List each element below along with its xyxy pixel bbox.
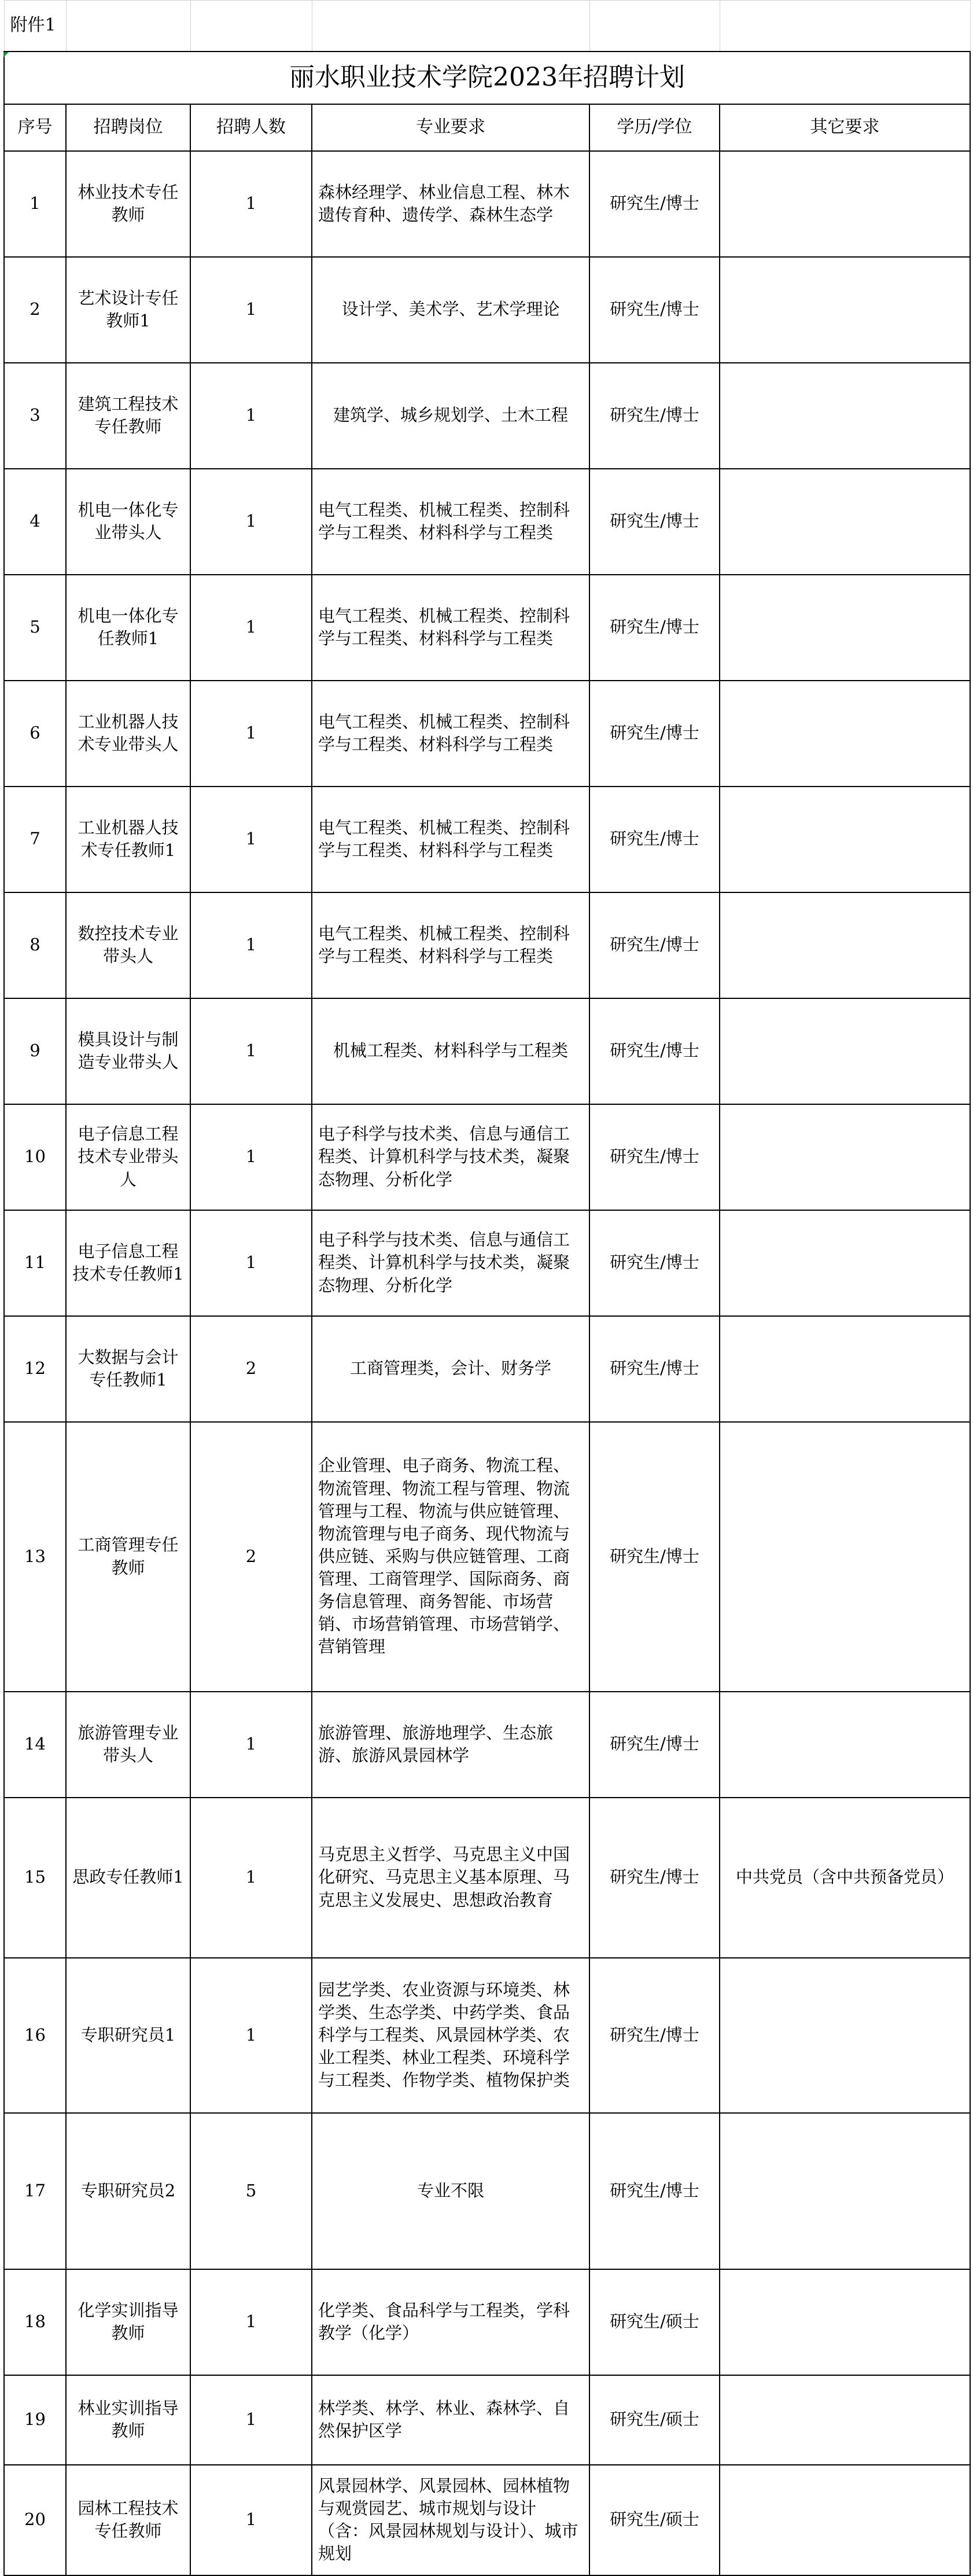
other-requirement-cell	[720, 2113, 970, 2269]
major-cell: 电气工程类、机械工程类、控制科学与工程类、材料科学与工程类	[312, 575, 589, 681]
degree-cell: 研究生/博士	[589, 257, 720, 363]
other-requirement-cell	[720, 998, 970, 1104]
header-row	[4, 104, 970, 151]
position-cell: 思政专任教师1	[66, 1798, 190, 1958]
degree-cell: 研究生/博士	[589, 1958, 720, 2113]
major-cell: 森林经理学、林业信息工程、林木遗传育种、遗传学、森林生态学	[312, 151, 589, 257]
table-row	[4, 1798, 970, 1958]
table-row	[4, 2269, 970, 2375]
major-cell: 风景园林学、风景园林、园林植物与观赏园艺、城市规划与设计（含：风景园林规划与设计）、城市规划	[312, 2465, 589, 2575]
degree-cell: 研究生/博士	[589, 787, 720, 892]
count-cell: 1	[190, 1692, 312, 1798]
title-row	[4, 52, 970, 104]
table-row	[4, 257, 970, 363]
row-number: 2	[4, 257, 66, 363]
major-cell: 电气工程类、机械工程类、控制科学与工程类、材料科学与工程类	[312, 681, 589, 787]
other-requirement-cell	[720, 575, 970, 681]
major-cell: 林学类、林学、林业、森林学、自然保护区学	[312, 2375, 589, 2465]
degree-cell: 研究生/博士	[589, 1692, 720, 1798]
position-cell: 建筑工程技术专任教师	[66, 363, 190, 469]
table-row	[4, 892, 970, 998]
row-number: 3	[4, 363, 66, 469]
header-cell: 序号	[4, 104, 66, 151]
table-row	[4, 1104, 970, 1210]
row-number: 18	[4, 2269, 66, 2375]
other-requirement-cell	[720, 2375, 970, 2465]
other-requirement-cell	[720, 681, 970, 787]
position-cell: 模具设计与制造专业带头人	[66, 998, 190, 1104]
table-row	[4, 575, 970, 681]
count-cell: 1	[190, 363, 312, 469]
other-requirement-cell	[720, 363, 970, 469]
major-cell: 电子科学与技术类、信息与通信工程类、计算机科学与技术类，凝聚态物理、分析化学	[312, 1210, 589, 1316]
count-cell: 1	[190, 2375, 312, 2465]
count-cell: 1	[190, 257, 312, 363]
position-cell: 大数据与会计专任教师1	[66, 1316, 190, 1422]
header-cell: 学历/学位	[589, 104, 720, 151]
count-cell: 1	[190, 998, 312, 1104]
major-cell: 企业管理、电子商务、物流工程、物流管理、物流工程与管理、物流管理与工程、物流与供应链管理、物流管理与电子商务、现代物流与供应链、采购与供应链管理、工商管理、工商管理学、国际商务、商务信息管理、商务智能、市场营销、市场营销管理、市场营销学、营销管理	[312, 1422, 589, 1692]
row-number: 17	[4, 2113, 66, 2269]
row-number: 4	[4, 469, 66, 575]
row-number: 6	[4, 681, 66, 787]
major-cell: 马克思主义哲学、马克思主义中国化研究、马克思主义基本原理、马克思主义发展史、思想政治教育	[312, 1798, 589, 1958]
position-cell: 旅游管理专业带头人	[66, 1692, 190, 1798]
row-number: 8	[4, 892, 66, 998]
position-cell: 工商管理专任教师	[66, 1422, 190, 1692]
count-cell: 2	[190, 1422, 312, 1692]
row-number: 15	[4, 1798, 66, 1958]
degree-cell: 研究生/博士	[589, 469, 720, 575]
table-row	[4, 681, 970, 787]
count-cell: 1	[190, 1958, 312, 2113]
count-cell: 5	[190, 2113, 312, 2269]
table-row	[4, 1210, 970, 1316]
degree-cell: 研究生/硕士	[589, 2269, 720, 2375]
major-cell: 建筑学、城乡规划学、土木工程	[312, 363, 589, 469]
degree-cell: 研究生/博士	[589, 892, 720, 998]
position-cell: 园林工程技术专任教师	[66, 2465, 190, 2575]
other-requirement-cell	[720, 1316, 970, 1422]
major-cell: 电子科学与技术类、信息与通信工程类、计算机科学与技术类，凝聚态物理、分析化学	[312, 1104, 589, 1210]
other-requirement-cell	[720, 469, 970, 575]
major-cell: 电气工程类、机械工程类、控制科学与工程类、材料科学与工程类	[312, 892, 589, 998]
count-cell: 1	[190, 1104, 312, 1210]
table-row	[4, 469, 970, 575]
table-row	[4, 1958, 970, 2113]
table-row	[4, 2375, 970, 2465]
major-cell: 化学类、食品科学与工程类，学科教学（化学）	[312, 2269, 589, 2375]
count-cell: 1	[190, 151, 312, 257]
degree-cell: 研究生/博士	[589, 998, 720, 1104]
degree-cell: 研究生/硕士	[589, 2375, 720, 2465]
major-cell: 园艺学类、农业资源与环境类、林学类、生态学类、中药学类、食品科学与工程类、风景园林学类、农业工程类、林业工程类、环境科学与工程类、作物学类、植物保护类	[312, 1958, 589, 2113]
count-cell: 1	[190, 1798, 312, 1958]
table-row	[4, 2465, 970, 2575]
degree-cell: 研究生/博士	[589, 2113, 720, 2269]
degree-cell: 研究生/博士	[589, 1104, 720, 1210]
major-cell: 电气工程类、机械工程类、控制科学与工程类、材料科学与工程类	[312, 787, 589, 892]
position-cell: 专职研究员1	[66, 1958, 190, 2113]
position-cell: 艺术设计专任教师1	[66, 257, 190, 363]
other-requirement-cell	[720, 1692, 970, 1798]
row-number: 10	[4, 1104, 66, 1210]
position-cell: 林业技术专任教师	[66, 151, 190, 257]
other-requirement-cell	[720, 1210, 970, 1316]
other-requirement-cell	[720, 1104, 970, 1210]
degree-cell: 研究生/博士	[589, 363, 720, 469]
table-row	[4, 363, 970, 469]
position-cell: 机电一体化专业带头人	[66, 469, 190, 575]
other-requirement-cell	[720, 1422, 970, 1692]
other-requirement-cell	[720, 787, 970, 892]
count-cell: 1	[190, 469, 312, 575]
table-row	[4, 1316, 970, 1422]
header-cell: 专业要求	[312, 104, 589, 151]
other-requirement-cell	[720, 151, 970, 257]
annex-row	[4, 1, 970, 52]
count-cell: 1	[190, 575, 312, 681]
degree-cell: 研究生/博士	[589, 575, 720, 681]
major-cell: 专业不限	[312, 2113, 589, 2269]
count-cell: 2	[190, 1316, 312, 1422]
row-number: 20	[4, 2465, 66, 2575]
row-number: 12	[4, 1316, 66, 1422]
header-cell: 其它要求	[720, 104, 970, 151]
position-cell: 数控技术专业带头人	[66, 892, 190, 998]
position-cell: 林业实训指导教师	[66, 2375, 190, 2465]
row-number: 5	[4, 575, 66, 681]
table-row	[4, 2113, 970, 2269]
recruitment-table	[3, 0, 971, 2576]
table-row	[4, 1692, 970, 1798]
other-requirement-cell	[720, 2269, 970, 2375]
annex-label: 附件1	[4, 1, 66, 52]
table-title: 丽水职业技术学院2023年招聘计划	[4, 52, 970, 104]
degree-cell: 研究生/博士	[589, 151, 720, 257]
count-cell: 1	[190, 2465, 312, 2575]
position-cell: 电子信息工程技术专业带头人	[66, 1104, 190, 1210]
table-row	[4, 998, 970, 1104]
row-number: 7	[4, 787, 66, 892]
degree-cell: 研究生/博士	[589, 681, 720, 787]
degree-cell: 研究生/博士	[589, 1798, 720, 1958]
major-cell: 工商管理类，会计、财务学	[312, 1316, 589, 1422]
row-number: 13	[4, 1422, 66, 1692]
position-cell: 化学实训指导教师	[66, 2269, 190, 2375]
major-cell: 旅游管理、旅游地理学、生态旅游、旅游风景园林学	[312, 1692, 589, 1798]
degree-cell: 研究生/硕士	[589, 2465, 720, 2575]
other-requirement-cell	[720, 1958, 970, 2113]
row-number: 19	[4, 2375, 66, 2465]
other-requirement-cell: 中共党员（含中共预备党员）	[720, 1798, 970, 1958]
position-cell: 电子信息工程技术专任教师1	[66, 1210, 190, 1316]
degree-cell: 研究生/博士	[589, 1316, 720, 1422]
other-requirement-cell	[720, 257, 970, 363]
header-cell: 招聘岗位	[66, 104, 190, 151]
count-cell: 1	[190, 2269, 312, 2375]
row-number: 11	[4, 1210, 66, 1316]
count-cell: 1	[190, 892, 312, 998]
count-cell: 1	[190, 681, 312, 787]
row-number: 14	[4, 1692, 66, 1798]
other-requirement-cell	[720, 2465, 970, 2575]
position-cell: 工业机器人技术专任教师1	[66, 787, 190, 892]
cell-marker	[3, 52, 9, 57]
major-cell: 设计学、美术学、艺术学理论	[312, 257, 589, 363]
count-cell: 1	[190, 787, 312, 892]
other-requirement-cell	[720, 892, 970, 998]
header-cell: 招聘人数	[190, 104, 312, 151]
degree-cell: 研究生/博士	[589, 1422, 720, 1692]
major-cell: 机械工程类、材料科学与工程类	[312, 998, 589, 1104]
count-cell: 1	[190, 1210, 312, 1316]
table-row	[4, 1422, 970, 1692]
position-cell: 工业机器人技术专业带头人	[66, 681, 190, 787]
row-number: 1	[4, 151, 66, 257]
row-number: 9	[4, 998, 66, 1104]
table-row	[4, 151, 970, 257]
degree-cell: 研究生/博士	[589, 1210, 720, 1316]
major-cell: 电气工程类、机械工程类、控制科学与工程类、材料科学与工程类	[312, 469, 589, 575]
position-cell: 专职研究员2	[66, 2113, 190, 2269]
table-row	[4, 787, 970, 892]
row-number: 16	[4, 1958, 66, 2113]
position-cell: 机电一体化专任教师1	[66, 575, 190, 681]
